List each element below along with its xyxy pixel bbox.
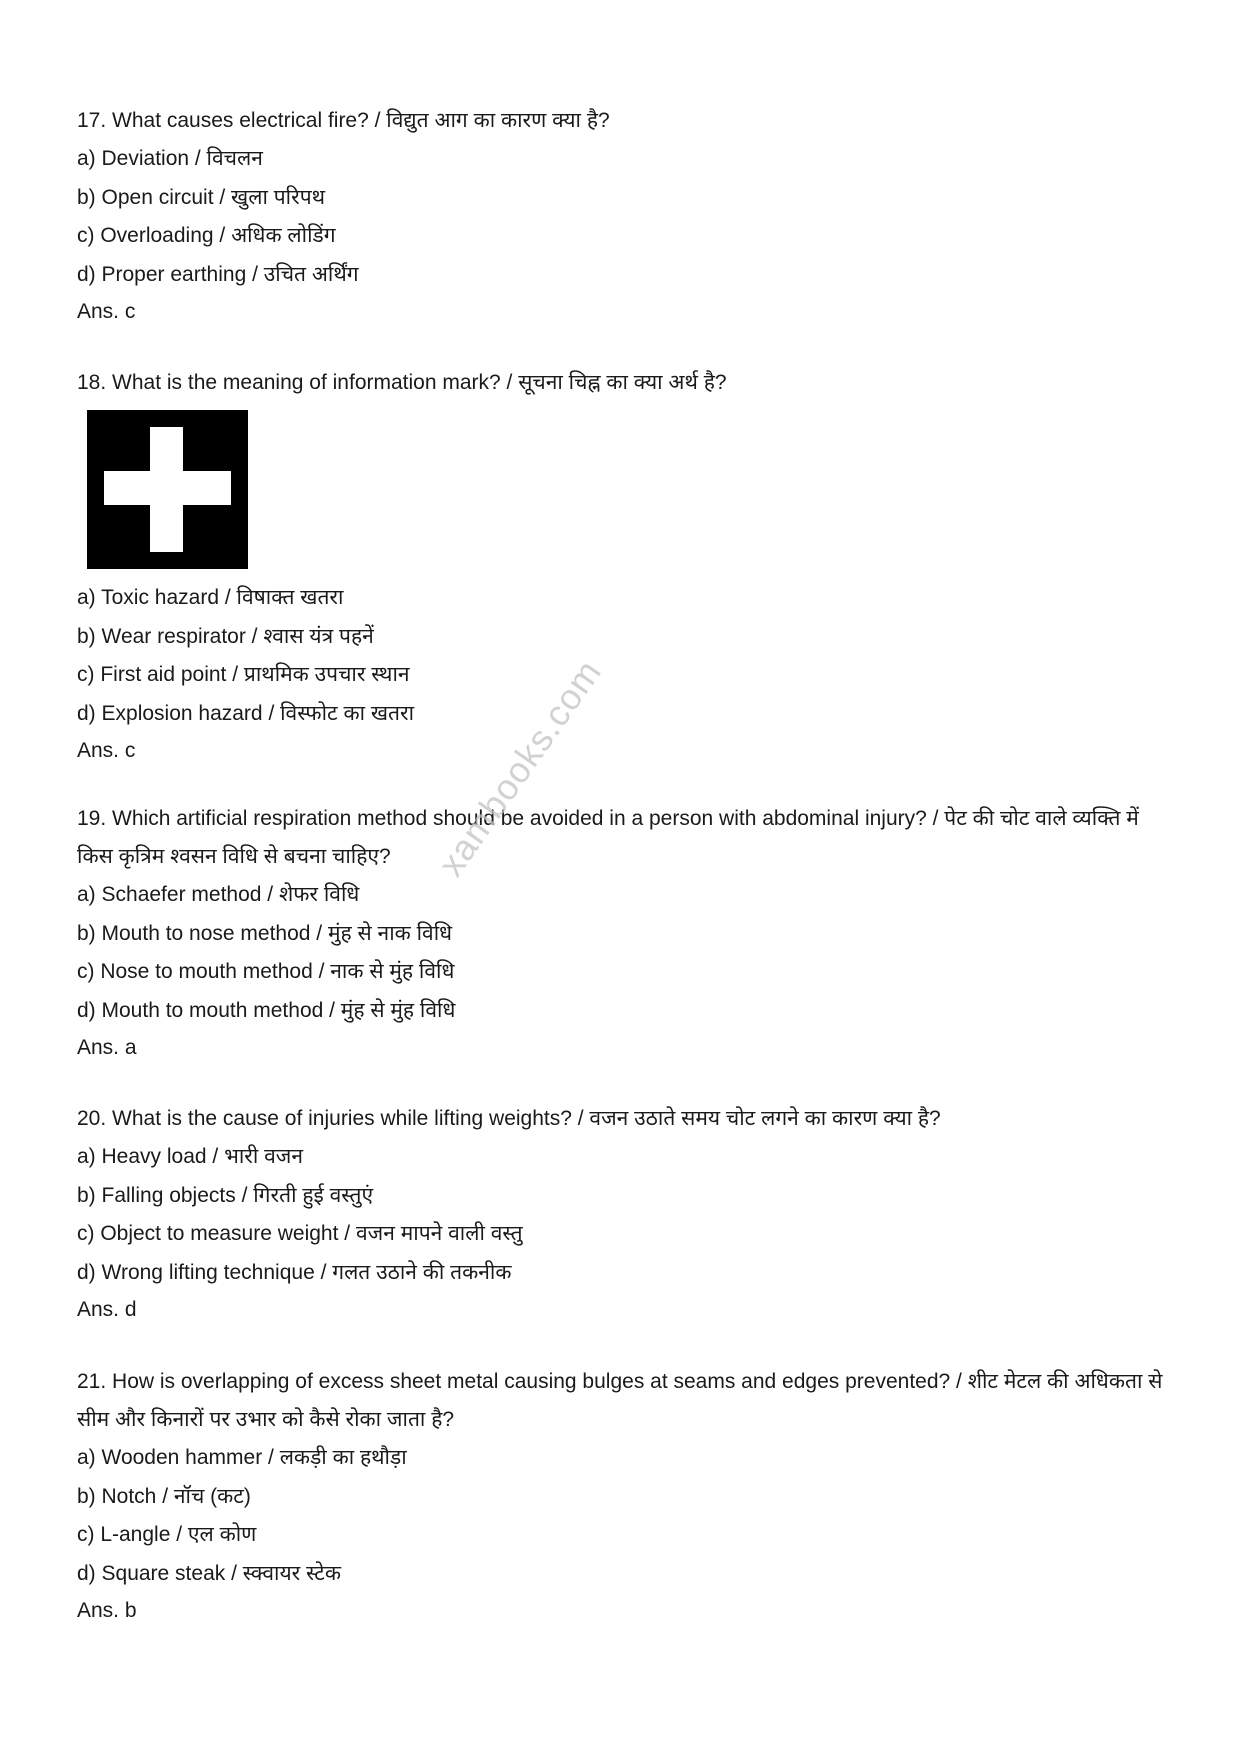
first-aid-cross-icon bbox=[87, 410, 248, 569]
option-d: d) Explosion hazard / विस्फोट का खतरा bbox=[77, 701, 415, 725]
option-c: c) L-angle / एल कोण bbox=[77, 1523, 257, 1546]
option-d: d) Square steak / स्क्वायर स्टेक bbox=[77, 1561, 341, 1585]
option-c: c) Nose to mouth method / नाक से मुंह विधि bbox=[77, 960, 455, 983]
watermark: xambooks.com bbox=[430, 651, 610, 884]
option-a: a) Schaefer method / शेफर विधि bbox=[77, 883, 360, 906]
question-text: 21. How is overlapping of excess sheet metal causing bulges at seams and edges prevented? / शीट मेटल की अधिकता से सीम और किनारों पर उभार को कैसे रोका जाता है? bbox=[77, 1370, 1163, 1431]
option-d: d) Wrong lifting technique / गलत उठाने की तकनीक bbox=[77, 1260, 512, 1284]
option-b: b) Notch / नॉच (कट) bbox=[77, 1484, 251, 1508]
answer-text: Ans. d bbox=[77, 1298, 137, 1321]
answer-text: Ans. c bbox=[77, 739, 136, 762]
question-text: 19. Which artificial respiration method should be avoided in a person with abdominal injury? / पेट की चोट वाले व्यक्ति में किस कृत्रिम श्वसन विधि से बचना चाहिए? bbox=[77, 807, 1139, 868]
option-a: a) Heavy load / भारी वजन bbox=[77, 1145, 304, 1168]
option-b: b) Mouth to nose method / मुंह से नाक विधि bbox=[77, 921, 453, 945]
option-a: a) Deviation / विचलन bbox=[77, 147, 263, 170]
option-a: a) Toxic hazard / विषाक्त खतरा bbox=[77, 586, 344, 609]
question-block-17 bbox=[77, 102, 1167, 330]
question-text: 17. What causes electrical fire? / विद्युत आग का कारण क्या है? bbox=[77, 109, 610, 132]
option-c: c) Object to measure weight / वजन मापने वाली वस्तु bbox=[77, 1222, 523, 1245]
option-d: d) Proper earthing / उचित अर्थिंग bbox=[77, 262, 359, 286]
option-b: b) Open circuit / खुला परिपथ bbox=[77, 185, 326, 209]
question-block-19 bbox=[77, 800, 1167, 1066]
question-block-21 bbox=[77, 1363, 1167, 1629]
answer-text: Ans. b bbox=[77, 1599, 137, 1622]
option-d: d) Mouth to mouth method / मुंह से मुंह विधि bbox=[77, 998, 456, 1022]
option-b: b) Wear respirator / श्वास यंत्र पहनें bbox=[77, 624, 374, 648]
cross-vertical-bar bbox=[150, 427, 183, 552]
option-a: a) Wooden hammer / लकड़ी का हथौड़ा bbox=[77, 1446, 407, 1469]
option-c: c) First aid point / प्राथमिक उपचार स्थान bbox=[77, 663, 410, 686]
question-block-20 bbox=[77, 1100, 1167, 1328]
question-block-18 bbox=[77, 364, 1167, 769]
question-text: 18. What is the meaning of information mark? / सूचना चिह्न का क्या अर्थ है? bbox=[77, 371, 727, 394]
question-text: 20. What is the cause of injuries while lifting weights? / वजन उठाते समय चोट लगने का कारण क्या है? bbox=[77, 1107, 941, 1130]
answer-text: Ans. a bbox=[77, 1036, 137, 1059]
answer-text: Ans. c bbox=[77, 300, 136, 323]
option-c: c) Overloading / अधिक लोडिंग bbox=[77, 224, 336, 247]
option-b: b) Falling objects / गिरती हुई वस्तुएं bbox=[77, 1183, 374, 1207]
